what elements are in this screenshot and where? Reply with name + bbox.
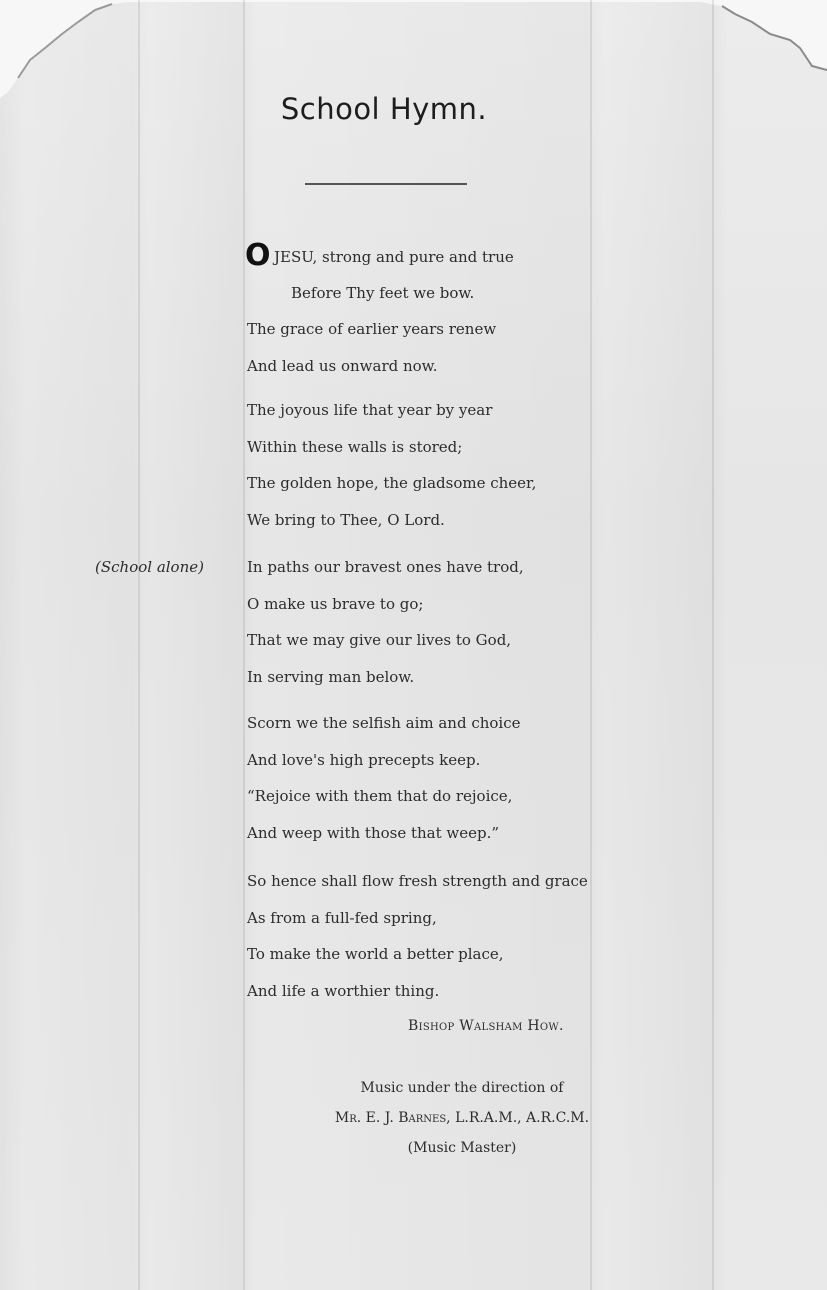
stanza-line: In paths our bravest ones have trod, (247, 558, 524, 576)
stanza-2 (247, 392, 536, 538)
fold-crease (138, 0, 140, 1290)
music-credits (262, 1073, 662, 1163)
stanza-3 (247, 549, 524, 695)
stanza-line: Scorn we the selfish aim and choice (247, 714, 521, 732)
stanza-line: The joyous life that year by year (247, 401, 493, 419)
stanza-1 (247, 238, 514, 384)
stanza-line: So hence shall flow fresh strength and grace (247, 872, 588, 890)
stanza-line: In serving man below. (247, 667, 415, 686)
fold-crease (712, 0, 714, 1290)
drop-cap: O (245, 238, 271, 273)
stanza-line: OJESU, strong and pure and true (245, 238, 514, 273)
stanza-4 (247, 705, 521, 851)
stanza-line: And love's high precepts keep. (247, 750, 481, 769)
stanza-line: We bring to Thee, O Lord. (247, 510, 445, 529)
school-alone-note: (School alone) (95, 558, 204, 576)
credits-line: Music under the direction of (360, 1080, 564, 1096)
fold-crease (243, 0, 245, 1290)
stanza-line: The grace of earlier years renew (247, 320, 497, 338)
stanza-line: That we may give our lives to God, (247, 631, 512, 649)
stanza-5 (247, 863, 588, 1009)
stanza-line: And lead us onward now. (247, 356, 438, 375)
stanza-line: And weep with those that weep.” (247, 823, 500, 842)
stanza-line: O make us brave to go; (247, 594, 424, 613)
stanza-line: Before Thy feet we bow. (291, 283, 475, 302)
stanza-line: To make the world a better place, (247, 945, 504, 963)
stanza-line: The golden hope, the gladsome cheer, (247, 474, 537, 492)
stanza-line: Within these walls is stored; (247, 437, 463, 456)
title-rule (305, 183, 467, 185)
credits-line: (Music Master) (407, 1140, 517, 1156)
stanza-line: “Rejoice with them that do rejoice, (247, 787, 513, 805)
stanza-line: As from a full-fed spring, (247, 908, 437, 927)
music-master-name: Mr. E. J. Barnes, L.R.A.M., A.R.C.M. (334, 1110, 590, 1126)
stanza-line: And life a worthier thing. (247, 981, 440, 1000)
hymn-title: School Hymn. (280, 92, 488, 126)
author-attribution: Bishop Walsham How. (408, 1018, 564, 1034)
